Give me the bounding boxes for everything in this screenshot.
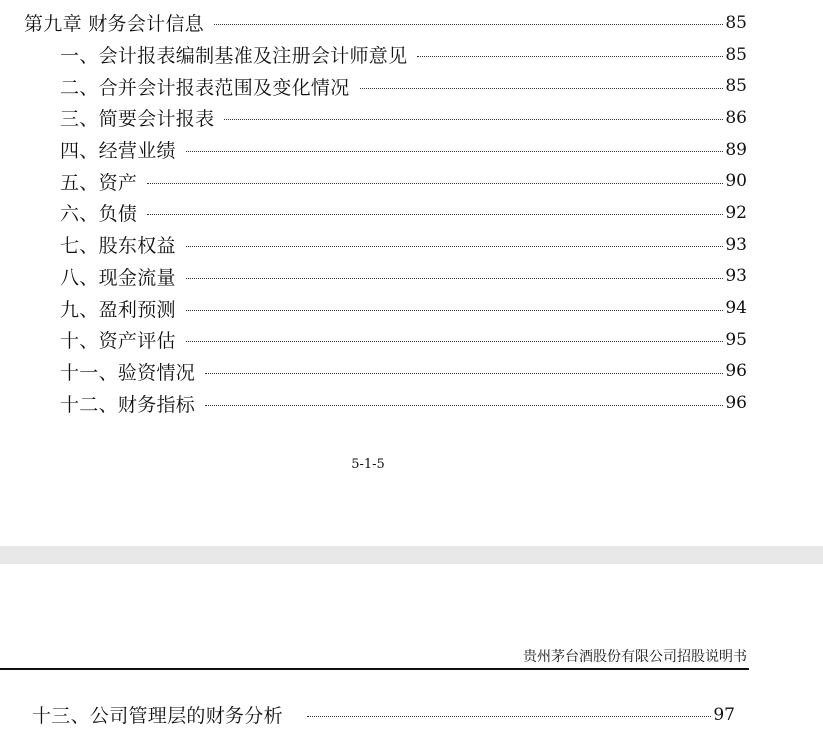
toc-entry-title: 三、简要会计报表 bbox=[60, 108, 215, 131]
toc-leader-dots bbox=[147, 183, 723, 184]
toc-entry-page: 95 bbox=[725, 329, 747, 350]
toc-entry-title: 一、会计报表编制基准及注册会计师意见 bbox=[60, 45, 408, 68]
toc-entry-page: 89 bbox=[725, 139, 747, 160]
toc-entry-section-10[interactable] bbox=[0, 324, 823, 356]
toc-entry-page: 97 bbox=[713, 704, 735, 725]
toc-entry-section-3[interactable] bbox=[0, 102, 823, 134]
toc-entry-page: 93 bbox=[725, 234, 747, 255]
toc-entry-section-7[interactable] bbox=[0, 229, 823, 261]
toc-entry-title: 四、经营业绩 bbox=[60, 140, 176, 163]
toc-entry-section-12[interactable] bbox=[0, 387, 823, 419]
toc-entry-title: 十二、财务指标 bbox=[60, 393, 196, 416]
toc-entry-page: 94 bbox=[725, 298, 747, 319]
toc-leader-dots bbox=[224, 119, 723, 120]
table-of-contents bbox=[0, 7, 823, 419]
toc-leader-dots bbox=[186, 310, 724, 311]
toc-leader-dots bbox=[147, 214, 723, 215]
toc-leader-dots bbox=[417, 56, 723, 57]
toc-entry-page: 90 bbox=[725, 171, 747, 192]
toc-leader-dots bbox=[186, 246, 724, 247]
page-footer-number: 5-1-5 bbox=[351, 457, 385, 472]
toc-leader-dots bbox=[307, 716, 711, 717]
toc-entry-title: 九、盈利预测 bbox=[60, 298, 176, 321]
toc-entry-page: 86 bbox=[725, 107, 747, 128]
toc-entry-page: 96 bbox=[725, 393, 747, 414]
page-separator bbox=[0, 546, 823, 564]
toc-entry-title: 十三、公司管理层的财务分析 bbox=[32, 705, 283, 728]
document-page-lower bbox=[0, 564, 823, 731]
toc-leader-dots bbox=[186, 151, 724, 152]
toc-entry-page: 85 bbox=[725, 12, 747, 33]
toc-leader-dots bbox=[205, 373, 723, 374]
toc-entry-page: 85 bbox=[725, 44, 747, 65]
toc-entry-chapter-9[interactable] bbox=[0, 7, 823, 39]
toc-entry-section-8[interactable] bbox=[0, 261, 823, 293]
toc-entry-title: 五、资产 bbox=[60, 171, 138, 194]
toc-entry-section-1[interactable] bbox=[0, 39, 823, 71]
toc-entry-section-6[interactable] bbox=[0, 197, 823, 229]
toc-leader-dots bbox=[205, 405, 723, 406]
toc-entry-page: 93 bbox=[725, 266, 747, 287]
toc-entry-section-4[interactable] bbox=[0, 134, 823, 166]
toc-entry-page: 85 bbox=[725, 76, 747, 97]
toc-leader-dots bbox=[214, 24, 723, 25]
toc-leader-dots bbox=[186, 278, 724, 279]
toc-entry-title: 七、股东权益 bbox=[60, 235, 176, 258]
toc-entry-page: 92 bbox=[725, 202, 747, 223]
toc-entry-title: 十一、验资情况 bbox=[60, 361, 196, 384]
toc-entry-title: 六、负债 bbox=[60, 203, 138, 226]
toc-leader-dots bbox=[186, 341, 724, 342]
toc-entry-title: 十、资产评估 bbox=[60, 330, 176, 353]
header-rule-divider bbox=[0, 668, 749, 670]
toc-entry-title: 八、现金流量 bbox=[60, 266, 176, 289]
toc-entry-section-13[interactable] bbox=[0, 699, 823, 731]
toc-leader-dots bbox=[360, 88, 724, 89]
toc-entry-section-5[interactable] bbox=[0, 165, 823, 197]
toc-entry-title: 第九章 财务会计信息 bbox=[24, 13, 205, 36]
toc-entry-section-2[interactable] bbox=[0, 70, 823, 102]
toc-entry-title: 二、合并会计报表范围及变化情况 bbox=[60, 76, 350, 99]
table-of-contents-continued bbox=[0, 699, 823, 731]
running-header: 贵州茅台酒股份有限公司招股说明书 bbox=[523, 649, 747, 665]
toc-entry-section-9[interactable] bbox=[0, 292, 823, 324]
toc-entry-page: 96 bbox=[725, 361, 747, 382]
toc-entry-section-11[interactable] bbox=[0, 356, 823, 388]
